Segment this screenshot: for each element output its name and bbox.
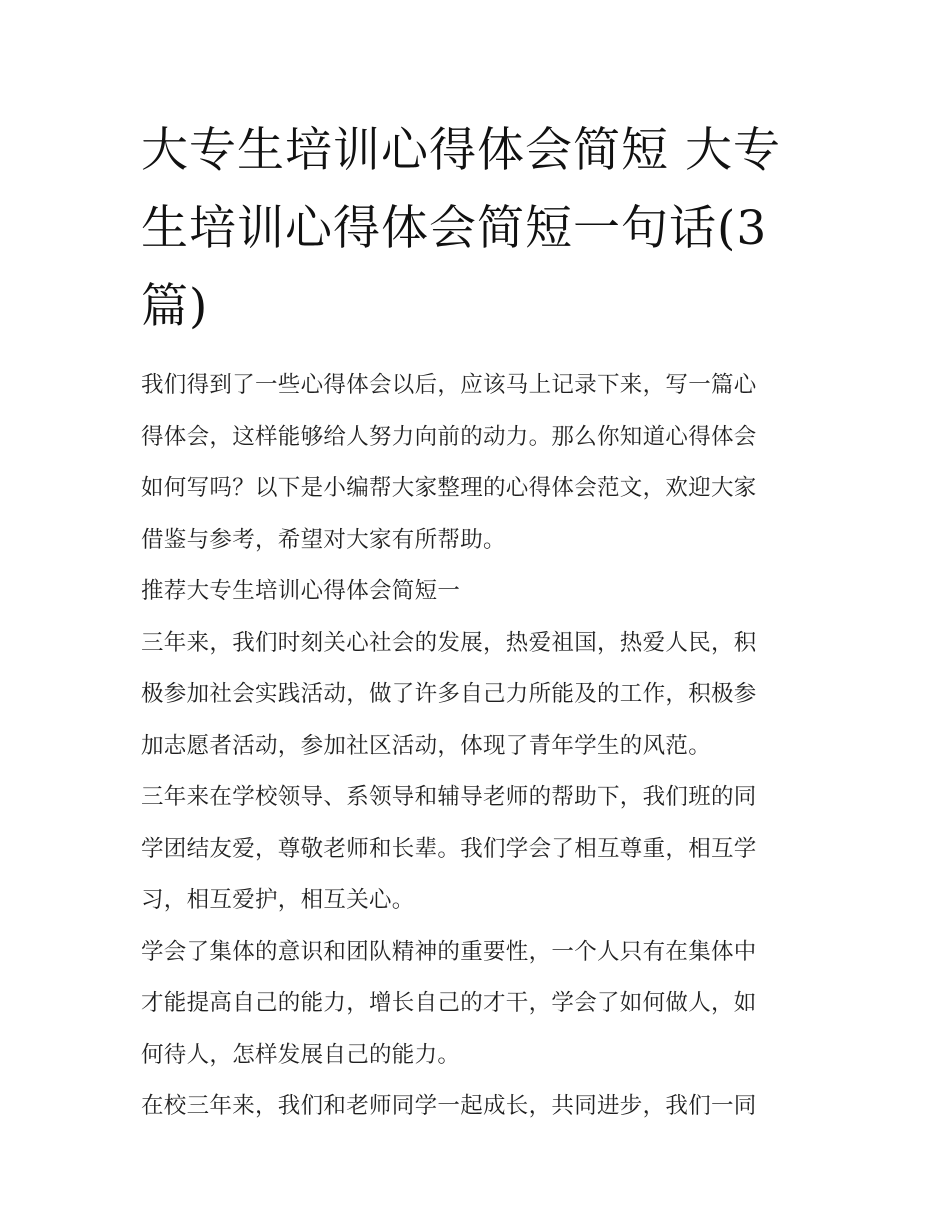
title-line: 生培训心得体会简短一句话(3: [141, 201, 768, 256]
body-text-line: 学会了集体的意识和团队精神的重要性，一个人只有在集体中: [141, 938, 757, 965]
body-text-line: 我们得到了一些心得体会以后，应该马上记录下来，写一篇心: [141, 372, 757, 398]
title-line: 大专生培训心得体会简短 大专: [141, 123, 781, 178]
body-text-line: 才能提高自己的能力，增长自己的才干，学会了如何做人，如: [141, 990, 757, 1016]
document-body: [141, 360, 813, 1133]
body-text-line: 得体会，这样能够给人努力向前的动力。那么你知道心得体会: [141, 423, 757, 450]
section-heading: 推荐大专生培训心得体会简短一: [141, 578, 461, 604]
title-line: 篇): [141, 279, 209, 334]
body-text-line: 三年来，我们时刻关心社会的发展，热爱祖国，热爱人民，积: [141, 629, 757, 656]
document-title: [141, 112, 813, 346]
body-text-line: 在校三年来，我们和老师同学一起成长，共同进步，我们一同: [141, 1093, 757, 1119]
body-text-line: 极参加社会实践活动，做了许多自己力所能及的工作，积极参: [141, 681, 757, 707]
body-text-line: 三年来在学校领导、系领导和辅导老师的帮助下，我们班的同: [141, 784, 757, 810]
body-text-line: 如何写吗？以下是小编帮大家整理的心得体会范文，欢迎大家: [141, 475, 757, 501]
body-text-line: 学团结友爱，尊敬老师和长辈。我们学会了相互尊重，相互学: [141, 835, 757, 862]
body-text-line: 何待人，怎样发展自己的能力。: [141, 1041, 461, 1068]
body-text-line: 加志愿者活动，参加社区活动，体现了青年学生的风范。: [141, 732, 712, 759]
body-text-line: 习，相互爱护，相互关心。: [141, 887, 415, 913]
body-text-line: 借鉴与参考，希望对大家有所帮助。: [141, 526, 506, 553]
document-page: [141, 112, 813, 1133]
